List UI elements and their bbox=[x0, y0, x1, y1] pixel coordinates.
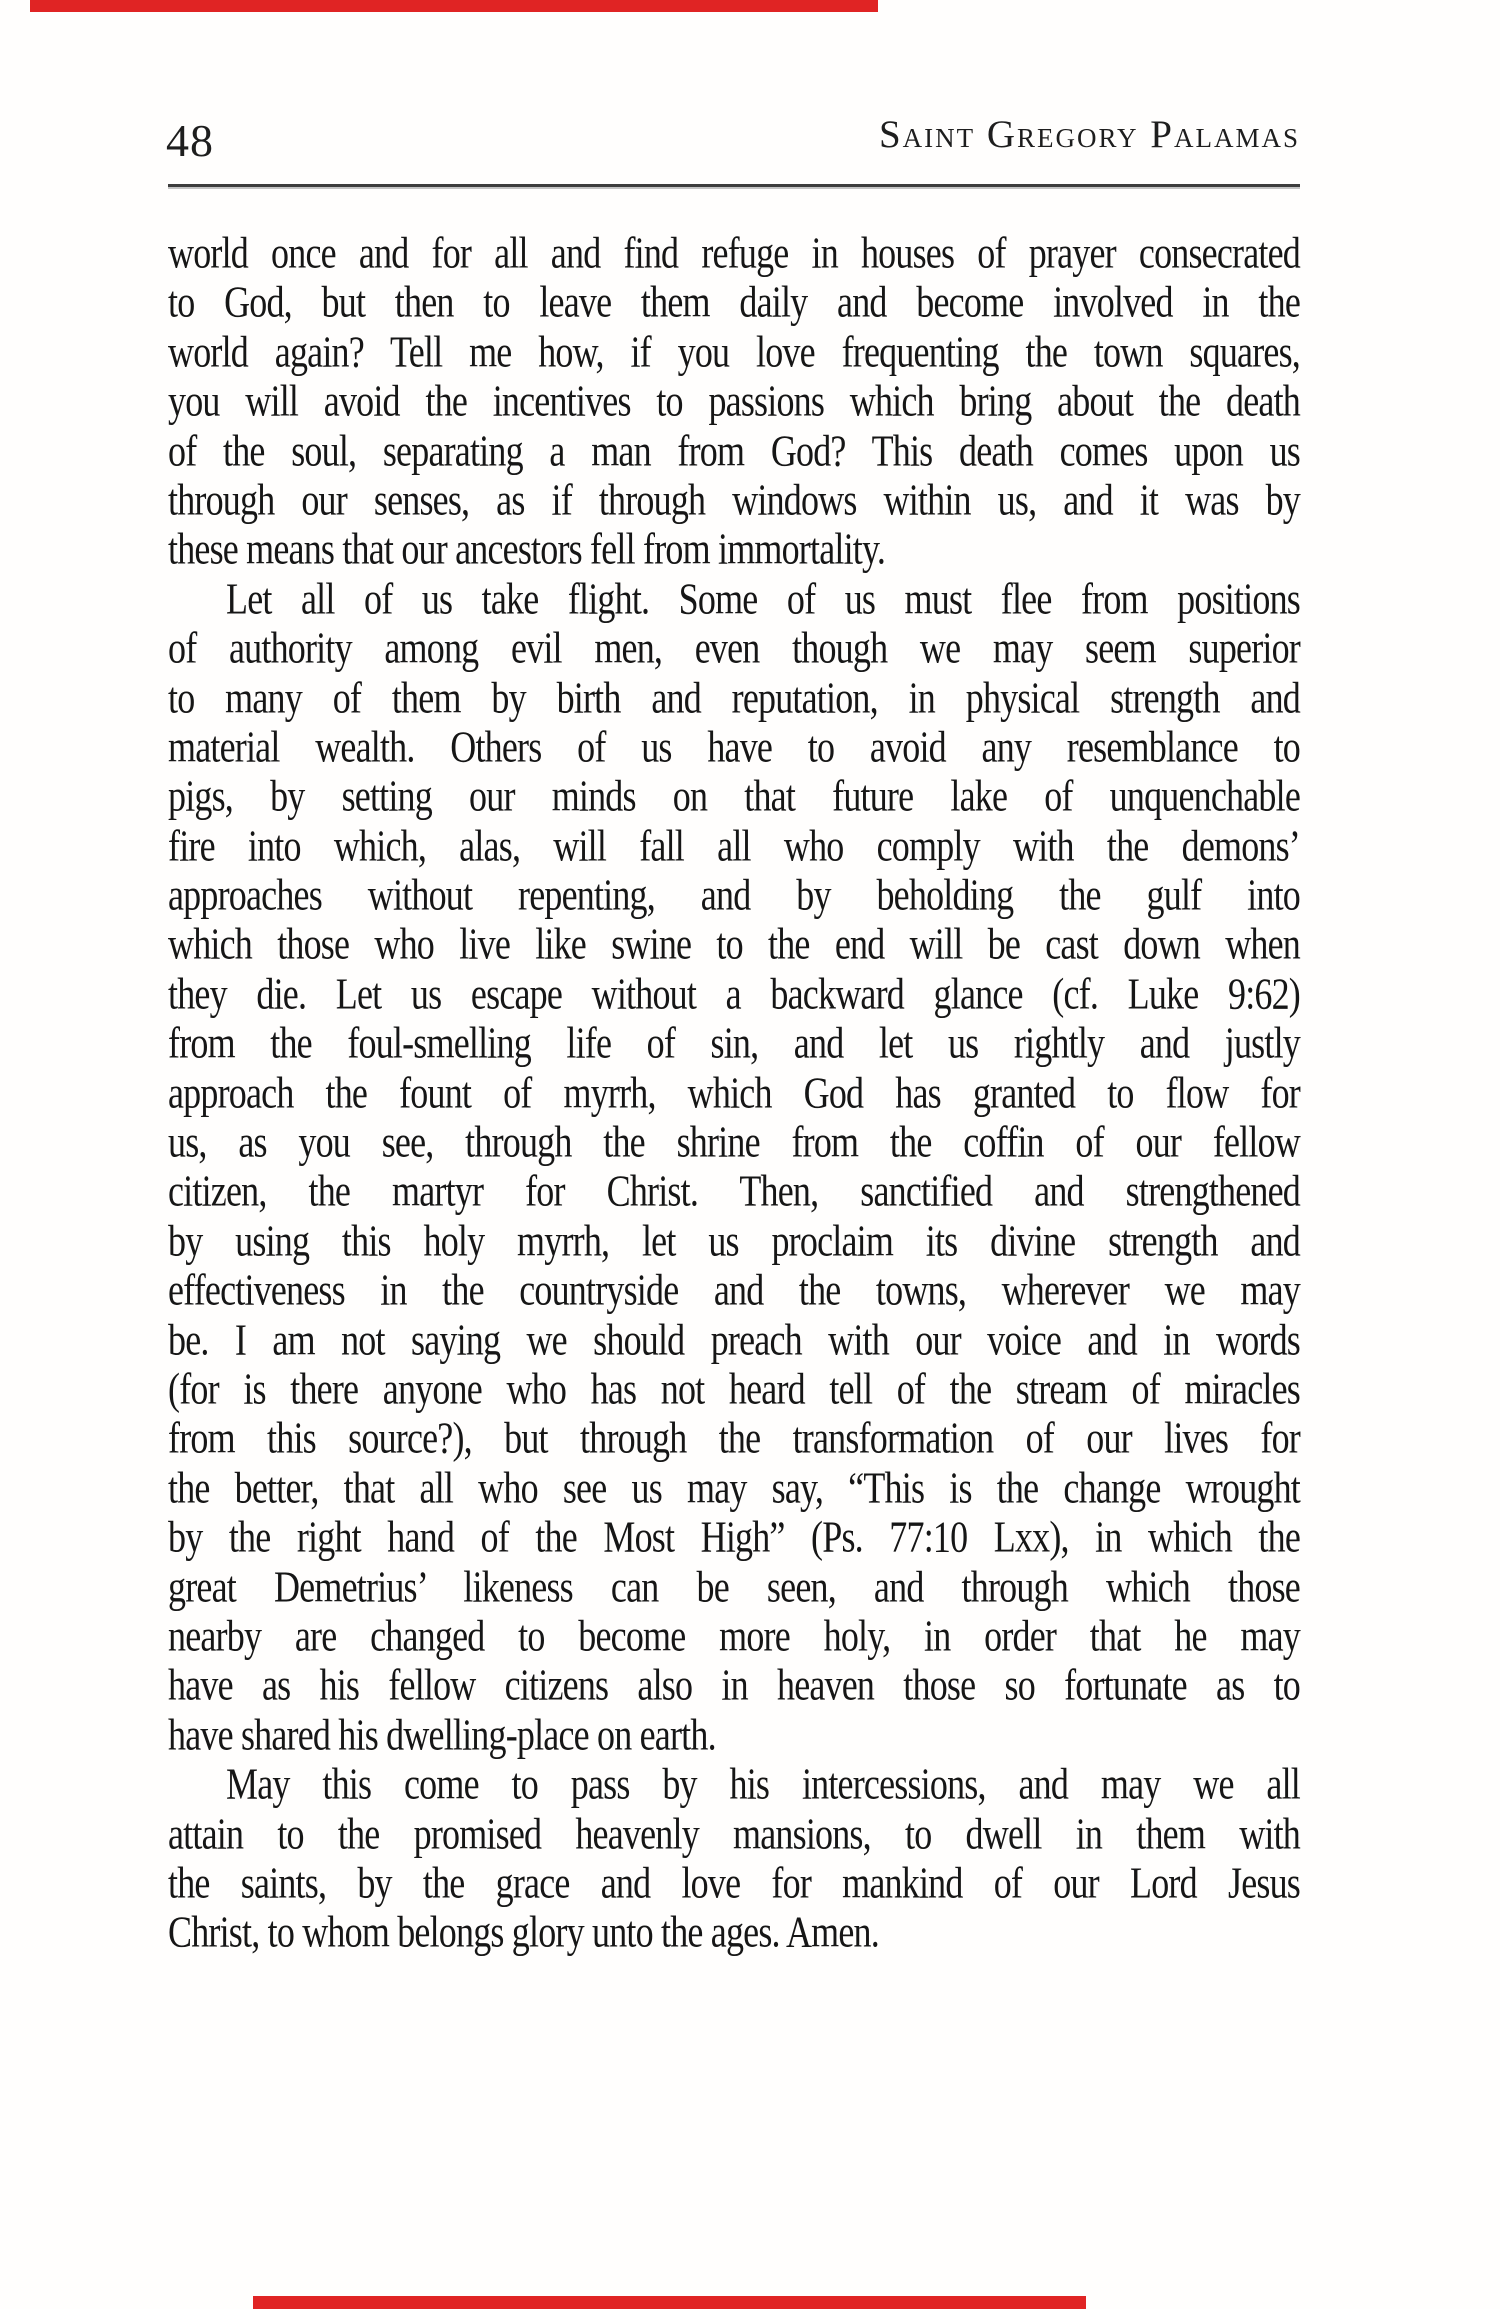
text-line: from the foul-smelling life of sin, and let us rightly and justly bbox=[168, 1018, 1300, 1068]
text-line: they die. Let us escape without a backward glance (cf. Luke 9:62) bbox=[168, 969, 1300, 1019]
scan-artifact-top-bar bbox=[30, 0, 878, 12]
text-line: by the right hand of the Most High” (Ps. 77:10 Lxx), in which the bbox=[168, 1512, 1300, 1562]
text-line: us, as you see, through the shrine from the coffin of our fellow bbox=[168, 1117, 1300, 1167]
text-line: material wealth. Others of us have to avoid any resemblance to bbox=[168, 722, 1300, 772]
text-line: fire into which, alas, will fall all who comply with the demons’ bbox=[168, 821, 1300, 871]
page-number: 48 bbox=[166, 115, 214, 166]
text-line: the saints, by the grace and love for mankind of our Lord Jesus bbox=[168, 1858, 1300, 1908]
text-line: approaches without repenting, and by beholding the gulf into bbox=[168, 870, 1300, 920]
text-line: world once and for all and find refuge in houses of prayer consecrated bbox=[168, 228, 1300, 278]
text-line: you will avoid the incentives to passions which bring about the death bbox=[168, 376, 1300, 426]
text-line: through our senses, as if through windows within us, and it was by bbox=[168, 475, 1300, 525]
body-text bbox=[168, 228, 1300, 1961]
text-line: to God, but then to leave them daily and become involved in the bbox=[168, 278, 1300, 327]
running-header: Saint Gregory Palamas bbox=[878, 113, 1300, 156]
text-line: effectiveness in the countryside and the towns, wherever we may bbox=[168, 1265, 1300, 1315]
text-line: have as his fellow citizens also in heaven those so fortunate as to bbox=[168, 1660, 1300, 1710]
text-line: world again? Tell me how, if you love frequenting the town squares, bbox=[168, 327, 1300, 377]
text-line: approach the fount of myrrh, which God has granted to flow for bbox=[168, 1068, 1300, 1118]
text-line: from this source?), but through the transformation of our lives for bbox=[168, 1413, 1300, 1463]
text-line: be. I am not saying we should preach with our voice and in words bbox=[168, 1315, 1300, 1365]
text-line: the better, that all who see us may say, “This is the change wrought bbox=[168, 1463, 1300, 1513]
text-line: of authority among evil men, even though we may seem superior bbox=[168, 623, 1300, 673]
text-line: which those who live like swine to the end will be cast down when bbox=[168, 920, 1300, 969]
text-line: attain to the promised heavenly mansions, to dwell in them with bbox=[168, 1809, 1300, 1858]
text-line: these means that our ancestors fell from immortality. bbox=[168, 524, 886, 574]
text-line: Let all of us take flight. Some of us must flee from positions bbox=[226, 574, 1300, 624]
text-line: May this come to pass by his intercessions, and may we all bbox=[226, 1759, 1300, 1809]
scan-artifact-bottom-bar bbox=[253, 2296, 1086, 2309]
text-line: have shared his dwelling-place on earth. bbox=[168, 1710, 716, 1760]
text-line: of the soul, separating a man from God? This death comes upon us bbox=[168, 426, 1300, 475]
header-rule bbox=[168, 184, 1300, 187]
text-line: great Demetrius’ likeness can be seen, and through which those bbox=[168, 1562, 1300, 1611]
text-line: nearby are changed to become more holy, in order that he may bbox=[168, 1611, 1300, 1661]
text-line: (for is there anyone who has not heard tell of the stream of miracles bbox=[168, 1364, 1300, 1414]
text-line: Christ, to whom belongs glory unto the ages. Amen. bbox=[168, 1907, 879, 1957]
text-line: to many of them by birth and reputation, in physical strength and bbox=[168, 673, 1300, 722]
text-line: citizen, the martyr for Christ. Then, sanctified and strengthened bbox=[168, 1167, 1300, 1216]
text-line: pigs, by setting our minds on that future lake of unquenchable bbox=[168, 771, 1300, 821]
text-line: by using this holy myrrh, let us proclaim its divine strength and bbox=[168, 1216, 1300, 1266]
